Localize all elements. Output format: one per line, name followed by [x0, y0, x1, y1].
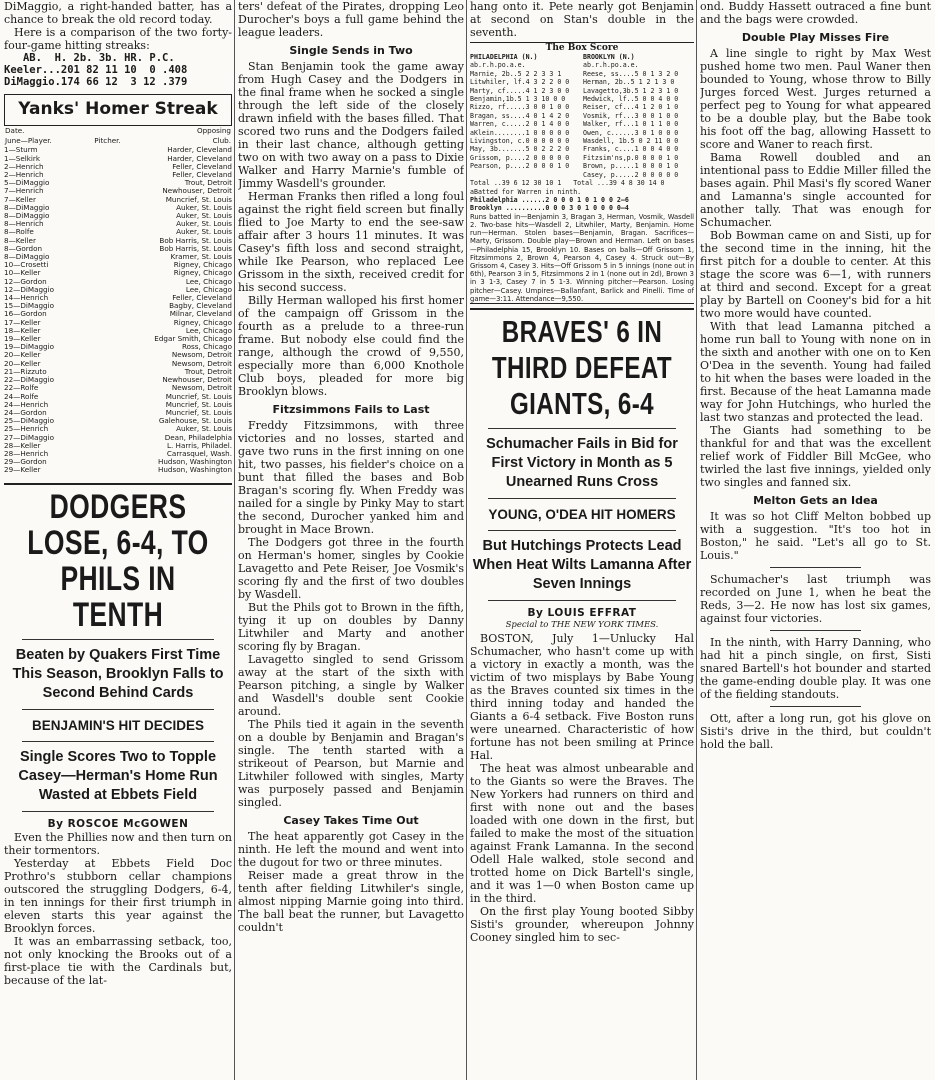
row-pitcher-club: Auker, St. Louis: [176, 220, 232, 229]
row-date-player: 8—Rolfe: [4, 228, 34, 237]
row-date-player: 2—Henrich: [4, 162, 44, 171]
row-date-player: 8—Henrich: [4, 220, 44, 229]
box-player-line: Reese, ss....5 0 1 3 2 0: [583, 69, 679, 78]
row-pitcher-club: Newhouser, Detroit: [162, 376, 232, 385]
table-row: [4, 187, 232, 195]
table-row: [4, 237, 232, 245]
column-3: [470, 0, 694, 1080]
row-date-player: 20—Keller: [4, 351, 41, 360]
row-date-player: 22—Rolfe: [4, 384, 39, 393]
story-paragraph: Stan Benjamin took the game away from Hugh Casey and the Dodgers in the final frame when he socked a single through the left side of the closely drawn infield with the bases filled. That scored two runs and the Dodgers failed in their last chance, although getting two on with two away on a pass to Dixie Walker and Harry Marnie's fumble of Jimmy Wasdell's grounder.: [238, 60, 464, 190]
row-pitcher-club: Muncrief, St. Louis: [165, 195, 232, 204]
dodgers-paragraph: Yesterday at Ebbets Field Doc Prothro's stubborn cellar champions outscored the struggling Dodgers, 6-4, in ten innings for their first triumph in eleven starts this year against the Brooklyn forces.: [4, 856, 232, 935]
row-pitcher-club: Rigney, Chicago: [173, 269, 232, 278]
row-date-player: 25—DiMaggio: [4, 417, 54, 426]
story-paragraph: The Dodgers got three in the fourth on Herman's homer, singles by Cookie Lavagetto and Pete Reiser, Joe Vosmik's scoring fly and the first of two doubles by Wasdell.: [238, 536, 464, 601]
box-player-line: Wasdell, 1b.5 0 2 11 0 0: [583, 137, 679, 146]
row-pitcher-club: Edgar Smith, Chicago: [154, 335, 232, 344]
story-paragraph: The Phils tied it again in the seventh on a double by Benjamin and Bragan's single. The tenth started with a strikeout of Pearson, but Marnie and Litwhiler followed with singles, Marty was purposely passed and Benjamin singled.: [238, 718, 464, 809]
subhead-fitzsimmons: Fitzsimmons Fails to Last: [272, 403, 430, 416]
row-date-player: 5—DiMaggio: [4, 179, 50, 188]
row-date-player: 8—Gordon: [4, 244, 43, 253]
row-pitcher-club: Ross, Chicago: [181, 343, 232, 352]
row-pitcher-club: Newsom, Detroit: [171, 359, 232, 368]
row-pitcher-club: Muncrief, St. Louis: [165, 408, 232, 417]
box-player-line: Franks, c....1 0 0 4 0 0: [583, 145, 679, 154]
row-pitcher-club: Hudson, Washington: [157, 466, 232, 475]
row-date-player: 17—Keller: [4, 318, 41, 327]
story-paragraph: It was so hot Cliff Melton bobbed up with a suggestion. "It's too hot in Boston," he said. "Let's all go to St. Louis.": [700, 510, 931, 562]
box-score: [470, 42, 694, 304]
table-row: [4, 163, 232, 171]
row-date-player: 12—Gordon: [4, 277, 47, 286]
row-pitcher-club: Muncrief, St. Louis: [165, 392, 232, 401]
story-paragraph: Lavagetto singled to send Grissom away at the start of the sixth with Pearson pitching, a single by Walker and Wasdell's double sent Cookie around.: [238, 653, 464, 718]
braves-deck-2: YOUNG, O'DEA HIT HOMERS: [488, 506, 676, 522]
braves-headline: BRAVES' 6 IN THIRD DEFEAT GIANTS, 6-4: [491, 313, 673, 421]
braves-deck-3: But Hutchings Protects Lead When Heat Wilts Lamanna After Seven Innings: [472, 537, 692, 592]
row-pitcher-club: Newsom, Detroit: [171, 384, 232, 393]
box-team-brooklyn: BROOKLYN (N.): [583, 53, 635, 61]
dodgers-deck-3: Single Scores Two to Topple Casey—Herman's Home Run Wasted at Ebbets Field: [18, 748, 218, 803]
row-date-player: 10—Keller: [4, 269, 41, 278]
story-paragraph: In the ninth, with Harry Danning, who had hit a pinch single, on first, Sisti snared Bartell's hot bounder and started the game-ending double play. It was one of the fielding standouts.: [700, 636, 931, 701]
stats-header: AB. H. 2b. 3b. HR. P.C.: [4, 52, 175, 64]
row-date-player: 18—Keller: [4, 326, 41, 335]
table-row: [4, 401, 232, 409]
box-player-line: Vosmik, rf...3 0 0 1 0 0: [583, 111, 679, 120]
box-player-line: Fitzsim'ns,p.0 0 0 0 1 0: [583, 153, 679, 162]
story-paragraph: Schumacher's last triumph was recorded on June 1, when he beat the Reds, 3—2. He now has lost six games, against four victories.: [700, 573, 931, 625]
subhead-double-play: Double Play Misses Fire: [741, 31, 890, 44]
row-date-player: 19—Keller: [4, 335, 41, 344]
story-paragraph: The Giants had something to be thankful for and that was the excellent relief work of Fiddler Bill McGee, who twirled the last five innings, yielded only two singles and fanned six.: [700, 424, 931, 489]
row-pitcher-club: Dean, Philadelphia: [164, 433, 232, 442]
box-player-line: Marty, cf.....4 1 2 3 0 0: [470, 86, 570, 95]
row-date-player: 7—Henrich: [4, 187, 44, 196]
box-left-lines: [470, 70, 581, 171]
box-player-line: Brown, p.....1 0 0 0 1 0: [583, 162, 679, 171]
braves-paragraph: BOSTON, July 1—Unlucky Hal Schumacher, who hasn't come up with a victory in exactly a month, was the victim of two misplays by Babe Young as the Braves counted six times in the third inning today and handed the Giants a 6-4 setback. Five Boston runs were unearned. Characteristic of how fortune has not been smiling at Prince Hal.: [470, 631, 694, 762]
table-row: [4, 261, 232, 269]
row-pitcher-club: L. Harris, Philadel.: [166, 441, 232, 450]
row-pitcher-club: Feller, Cleveland: [172, 162, 232, 171]
table-row: [4, 171, 232, 179]
table-row: [4, 278, 232, 286]
row-date-player: 28—Henrich: [4, 449, 49, 458]
row-pitcher-club: Trout, Detroit: [184, 367, 232, 376]
box-player-line: aKlein........1 0 0 0 0 0: [470, 128, 570, 137]
story-paragraph: Reiser made a great throw in the tenth after fielding Litwhiler's single, almost nipping Marnie going into third. The ball beat the runner, but Lavagetto couldn't: [238, 869, 464, 934]
row-date-player: 19—DiMaggio: [4, 343, 54, 352]
row-pitcher-club: Rigney, Chicago: [173, 261, 232, 270]
box-player-line: Herman, 2b..5 1 2 1 3 0: [583, 78, 675, 87]
story-paragraph: A line single to right by Max West pushed home two men. Paul Waner then bounded to Young, whose throw to Billy Jurges forced West. Jurges returned a perfect peg to Young for what appeared to be a double play, but the Babe took his foot off the bag, allowing Hassett to score and Waner to reach first.: [700, 47, 931, 151]
row-date-player: 10—Crosetti: [4, 261, 49, 270]
row-pitcher-club: Muncrief, St. Louis: [165, 400, 232, 409]
table-row: [4, 220, 232, 228]
table-row: [4, 302, 232, 310]
table-head-date: Date.: [5, 126, 25, 135]
row-pitcher-club: Bob Harris, St. Louis: [159, 236, 232, 245]
table-row: [4, 343, 232, 351]
row-date-player: 16—Gordon: [4, 310, 47, 319]
row-pitcher-club: Auker, St. Louis: [176, 212, 232, 221]
byline-mcgowen: By ROSCOE McGOWEN: [47, 817, 189, 830]
braves-paragraph: The heat was almost unbearable and to the Giants so were the Braves. The New Yorkers had runners on third and first with none out and the bases loaded with one down in the first, but failed to make the most of the situation against Frank Lamanna. In the second Odell Hale walked, stole second and trotted home on Dick Bartell's single, and it was 1—0 when Boston came up in the third.: [470, 761, 694, 905]
stats-dimaggio: DiMaggio.174 66 12 3 12 .379: [4, 76, 188, 88]
homer-streak-table: [4, 126, 232, 475]
table-row: [4, 360, 232, 368]
table-row: [4, 253, 232, 261]
table-row: [4, 319, 232, 327]
column-4: [700, 0, 931, 1080]
row-pitcher-club: Feller, Cleveland: [172, 171, 232, 180]
byline-effrat: By LOUIS EFFRAT: [527, 606, 637, 619]
row-date-player: 25—Henrich: [4, 425, 49, 434]
row-date-player: 1—Sturm: [4, 146, 38, 155]
row-pitcher-club: Hudson, Washington: [157, 458, 232, 467]
story-paragraph: Freddy Fitzsimmons, with three victories and no losses, started and gave two runs in the first inning on one hit, two passes, his fielder's choice on a bunt that filled the bases and Bob Bragan's scoring fly. When Freddy was nailed for a single by Pinky May to start the second, Durocher yanked him and brought in Mace Brown.: [238, 419, 464, 536]
table-row: [4, 409, 232, 417]
line-score-brooklyn: Brooklyn ..........0 0 0 3 0 1 0 0 0 0—4: [470, 204, 629, 213]
row-pitcher-club: Rigney, Chicago: [173, 318, 232, 327]
row-pitcher-club: Lee, Chicago: [185, 277, 232, 286]
story-paragraph: But the Phils got to Brown in the fifth, tying it up on doubles by Danny Litwhiler and Marty and another scoring fly by Bragan.: [238, 601, 464, 653]
subhead-casey-time-out: Casey Takes Time Out: [283, 814, 419, 827]
row-pitcher-club: Feller, Cleveland: [172, 294, 232, 303]
box-player-line: Bragan, ss....4 0 1 4 2 0: [470, 111, 570, 120]
story-paragraph: Billy Herman walloped his first homer of the campaign off Grissom in the fourth as a prelude to a three-run frame. But nobody else could find the range, although the crowd of 9,550, especially more than 6,000 Knothole Club boys, pleaded for more big Brooklyn blows.: [238, 294, 464, 398]
table-row: [4, 179, 232, 187]
box-player-line: May, 3b.......5 0 2 2 2 0: [470, 145, 570, 154]
braves-paragraph: On the first play Young booted Sibby Sisti's grounder, whereupon Johnny Cooney singled him to sec-: [470, 904, 694, 944]
table-row: [4, 376, 232, 384]
row-date-player: 24—Henrich: [4, 400, 49, 409]
row-date-player: 2—Henrich: [4, 171, 44, 180]
story-paragraph: The heat apparently got Casey in the ninth. He left the mound and went into the dugout for two or three minutes.: [238, 830, 464, 869]
row-date-player: 15—DiMaggio: [4, 302, 54, 311]
line-score-phila: Philadelphia ......2 0 0 0 1 0 1 0 0 2—6: [470, 195, 629, 204]
stats-keeler: Keeler...201 82 11 10 0 .408: [4, 64, 188, 76]
row-pitcher-club: Trout, Detroit: [184, 179, 232, 188]
table-row: [4, 327, 232, 335]
table-row: [4, 269, 232, 277]
row-date-player: 14—Henrich: [4, 294, 49, 303]
row-date-player: 8—DiMaggio: [4, 203, 50, 212]
box-player-line: Rizzo, rf.....3 0 0 1 0 0: [470, 103, 570, 112]
box-player-line: Pearson, p....2 0 0 0 1 0: [470, 162, 570, 171]
dodgers-headline: DODGERS LOSE, 6-4, TO PHILS IN TENTH: [27, 487, 209, 634]
row-pitcher-club: Auker, St. Louis: [176, 228, 232, 237]
story-paragraph: With that lead Lamanna pitched a home run ball to Young with none on in the sixth and another with one on to Ken O'Dea in the seventh. Young had failed to hit when the bases were loaded in the first. Because of the heat Lamanna made way for John Hutchings, who hurled the last two stanzas and protected the lead.: [700, 320, 931, 424]
box-player-line: Litwhiler, lf.4 3 2 2 0 0: [470, 78, 570, 87]
table-row: [4, 310, 232, 318]
row-date-player: 1—Selkirk: [4, 154, 41, 163]
special-credit: Special to THE NEW YORK TIMES.: [505, 619, 659, 630]
column-2: [238, 0, 464, 1080]
box-team-phila: PHILADELPHIA (N.): [470, 53, 538, 61]
column-1: [4, 0, 232, 1080]
row-pitcher-club: Bob Harris, St. Louis: [159, 244, 232, 253]
table-row: [4, 425, 232, 433]
dodgers-paragraph: Even the Phillies now and then turn on their tormentors.: [4, 830, 232, 857]
row-pitcher-club: Harder, Cleveland: [167, 146, 232, 155]
row-pitcher-club: Newhouser, Detroit: [162, 187, 232, 196]
dodgers-paragraph: It was an embarrassing setback, too, not only knocking the Brooks out of a first-place tie with the Cardinals but, because of the lat-: [4, 934, 232, 987]
row-date-player: 8—DiMaggio: [4, 212, 50, 221]
table-row: [4, 212, 232, 220]
row-date-player: 8—DiMaggio: [4, 253, 50, 262]
box-header-right: ab.r.h.po.a.e.: [583, 61, 639, 70]
continued-paragraph: ters' defeat of the Pirates, dropping Leo Durocher's boys a full game behind the league leaders.: [238, 0, 464, 39]
box-player-line: Casey, p.....2 0 0 0 0 0: [583, 170, 679, 179]
box-header-left: ab.r.h.po.a.e.: [470, 61, 526, 70]
row-pitcher-club: Milnar, Cleveland: [169, 310, 232, 319]
row-pitcher-club: Carrasquel, Wash.: [166, 449, 232, 458]
row-date-player: 20—Keller: [4, 359, 41, 368]
box-player-line: Grissom, p....2 0 0 0 0 0: [470, 153, 570, 162]
row-date-player: 12—DiMaggio: [4, 285, 54, 294]
subhead-single-sends: Single Sends in Two: [289, 44, 413, 57]
story-paragraph: Bob Bowman came on and Sisti, up for the second time in the inning, hit the first pitch for a double to center. At this stage the score was 6—1, with runners at third and second. Except for a great play by Bartell on Cooney's bid for a hit two more would have counted.: [700, 229, 931, 320]
row-date-player: 24—Gordon: [4, 408, 47, 417]
row-pitcher-club: Auker, St. Louis: [176, 425, 232, 434]
row-pitcher-club: Lee, Chicago: [185, 326, 232, 335]
table-row: [4, 146, 232, 154]
table-row: [4, 368, 232, 376]
continued-paragraph: ond. Buddy Hassett outraced a fine bunt and the bags were crowded.: [700, 0, 931, 26]
table-row: [4, 442, 232, 450]
story-paragraph: Bama Rowell doubled and an intentional pass to Eddie Miller filled the bases again. Phil Masi's fly scored Waner and Lamanna's single accounted for another tally. That was enough for Schumacher.: [700, 151, 931, 229]
row-pitcher-club: Kramer, St. Louis: [170, 253, 232, 262]
subhead-melton: Melton Gets an Idea: [753, 494, 878, 507]
table-row: [4, 228, 232, 236]
box-player-line: Walker, rf...1 0 1 1 0 0: [583, 120, 679, 129]
row-pitcher-club: Newsom, Detroit: [171, 351, 232, 360]
box-totals: Total ..39 6 12 30 10 1 Total ...39 4 8 30 14 0: [470, 179, 665, 188]
table-row: [4, 286, 232, 294]
table-row: [4, 351, 232, 359]
table-row: [4, 393, 232, 401]
box-score-title: The Box Score: [545, 43, 619, 53]
row-date-player: 7—Keller: [4, 195, 36, 204]
homer-streak-title: Yanks' Homer Streak: [4, 94, 232, 126]
box-player-line: Benjamin,1b.5 1 3 10 0 0: [470, 95, 566, 104]
table-head-pitcher: Pitcher.: [94, 136, 121, 146]
table-row: [4, 155, 232, 163]
box-player-line: Marnie, 2b..5 2 2 3 3 1: [470, 69, 562, 78]
table-head-opposing: Opposing: [196, 126, 231, 135]
braves-deck-1: Schumacher Fails in Bid for First Victory in Month as 5 Unearned Runs Cross: [486, 435, 678, 490]
row-date-player: 24—Rolfe: [4, 392, 39, 401]
row-date-player: 21—Rizzuto: [4, 367, 47, 376]
row-date-player: 29—Keller: [4, 466, 41, 475]
box-right-lines: [583, 70, 694, 179]
homer-streak-rows: [4, 146, 232, 474]
table-row: [4, 204, 232, 212]
row-pitcher-club: Galehouse, St. Louis: [158, 417, 232, 426]
box-player-line: Medwick, lf..5 0 0 4 0 0: [583, 95, 679, 104]
table-row: [4, 245, 232, 253]
table-row: [4, 196, 232, 204]
row-pitcher-club: Bagby, Cleveland: [169, 302, 232, 311]
table-row: [4, 450, 232, 458]
row-pitcher-club: Harder, Cleveland: [167, 154, 232, 163]
table-head-club: Club.: [212, 136, 231, 146]
row-date-player: 22—DiMaggio: [4, 376, 54, 385]
box-note: aBatted for Warren in ninth.: [470, 187, 582, 196]
continued-paragraph: hang onto it. Pete nearly got Benjamin at second on Stan's double in the seventh.: [470, 0, 694, 39]
table-row: [4, 434, 232, 442]
row-date-player: 28—Keller: [4, 441, 41, 450]
story-paragraph: Ott, after a long run, got his glove on Sisti's drive in the third, but couldn't hold the ball.: [700, 712, 931, 751]
table-head-blank: [93, 126, 154, 136]
table-head-player: June—Player.: [5, 136, 52, 146]
table-row: [4, 417, 232, 425]
comparison-intro: Here is a comparison of the two forty-four-game hitting streaks:: [4, 26, 232, 52]
table-row: [4, 466, 232, 474]
row-pitcher-club: Auker, St. Louis: [176, 203, 232, 212]
box-player-line: Warren, c.....2 0 1 4 0 0: [470, 120, 570, 129]
dodgers-deck-1: Beaten by Quakers First Time This Season, Brooklyn Falls to Second Behind Cards: [12, 646, 224, 701]
box-player-line: Owen, c......3 0 1 0 0 0: [583, 128, 679, 137]
table-row: [4, 458, 232, 466]
row-date-player: 29—Gordon: [4, 458, 47, 467]
box-player-line: Livingston, c.0 0 0 0 0 0: [470, 137, 570, 146]
row-date-player: 8—Keller: [4, 236, 36, 245]
box-player-line: Lavagetto,3b.5 1 2 3 1 0: [583, 86, 679, 95]
story-paragraph: Herman Franks then rifled a long foul against the right field screen but finally flied to Joe Marty to end the see-saw affair after 3 hours 11 minutes. It was Casey's fifth loss and second straight, while Ike Pearson, who replaced Lee Grissom in the sixth, received credit for his second success.: [238, 190, 464, 294]
table-row: [4, 384, 232, 392]
table-row: [4, 335, 232, 343]
box-summary: Runs batted in—Benjamin 3, Bragan 3, Herman, Vosmik, Wasdell 2. Two-base hits—Wasdell 2, Litwhiler, Marty, Benjamin. Home run—Herman. Stolen bases—Benjamin, Bragan. Sacrifices—Marty, Grissom. Double play—Brown and Herman. Left on bases—Philadelphia 15, Brooklyn 10. Bases on balls—Off Grissom 1, Fitzsimmons 2, Brown 4, Pearson 4, Casey 4. Struck out—By Grissom 4, Casey 3. Hits—Off Grissom 5 in 5 innings (none out in 6th), Pearson 3 in 5, Fitzsimmons 2 in 1 (none out in 2d), Brown 3 in 3 1-3, Casey 7 in 5 1-3. Winning pitcher—Pearson. Losing pitcher—Casey. Umpires—Ballanfant, Barlick and Pinelli. Time of game—3:11. Attendance—9,550.: [470, 212, 694, 303]
table-row: [4, 294, 232, 302]
dodgers-deck-2: BENJAMIN'S HIT DECIDES: [32, 717, 204, 733]
row-date-player: 27—DiMaggio: [4, 433, 54, 442]
intro-paragraph: DiMaggio, a right-handed batter, has a chance to break the old record today.: [4, 0, 232, 26]
box-player-line: Reiser, cf...4 1 2 0 1 0: [583, 103, 679, 112]
row-pitcher-club: Lee, Chicago: [185, 285, 232, 294]
